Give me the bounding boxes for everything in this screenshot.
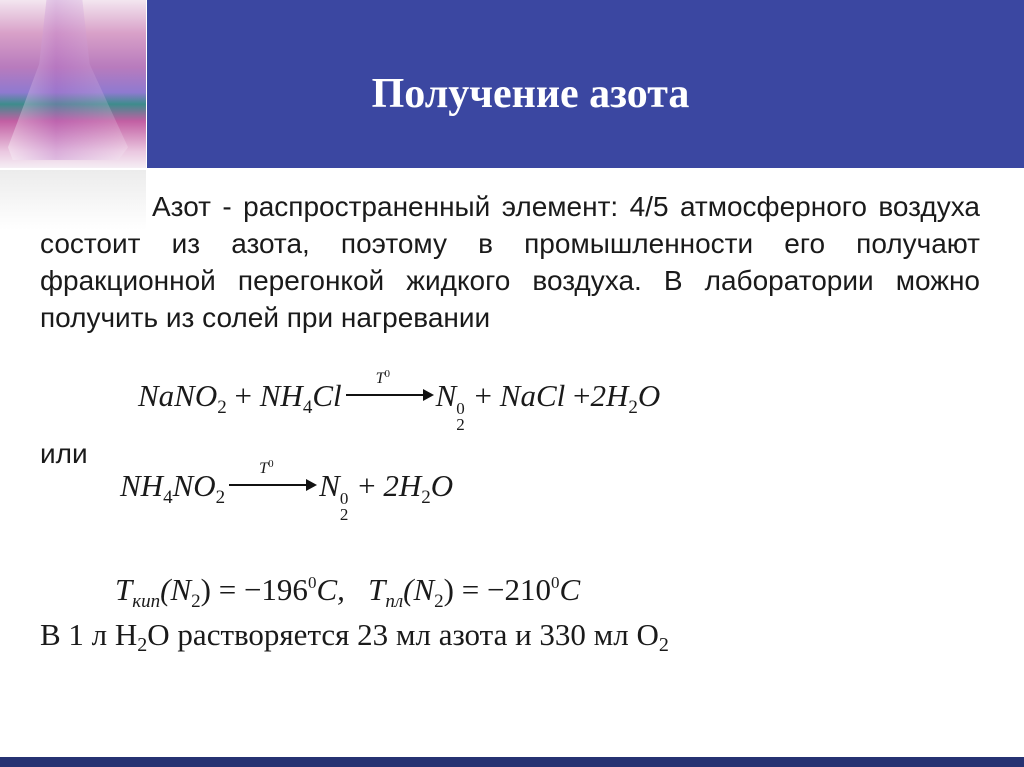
slide-title: Получение азота [371,71,690,117]
flask-shape [8,0,128,160]
or-label: или [40,438,88,469]
solubility-text: В 1 л $H_2O$ растворяется 23 мл азота и 330 мл $O_2$ [40,617,669,656]
paragraph-text: Азот - распространенный элемент: 4/5 атмосферного воздуха состоит из азота, поэтому в промышленности его получают фракционной перегонкой жидкого воздуха. В лаборатории можно получить из солей при нагревании [40,191,980,333]
equation-1: NaNO$_2$ + $NH_4Cl$ $T^0$ N 0 2 + NaCl $+2H_2O$ [138,368,661,434]
flask-image [0,0,146,168]
footer-bar [0,757,1024,767]
body-paragraph [40,188,980,336]
reaction-arrow: $T^0$ [229,484,315,486]
reaction-arrow: $T^0$ [346,394,432,396]
equation-3-temperatures: $T_{кип}(N_2) = -196^0C$, $T_{пл}(N_2) = -210^0C$ [115,572,581,612]
equation-2: $NH_4NO_2$ $T^0$ N 0 2 + $2H_2O$ [120,458,454,524]
